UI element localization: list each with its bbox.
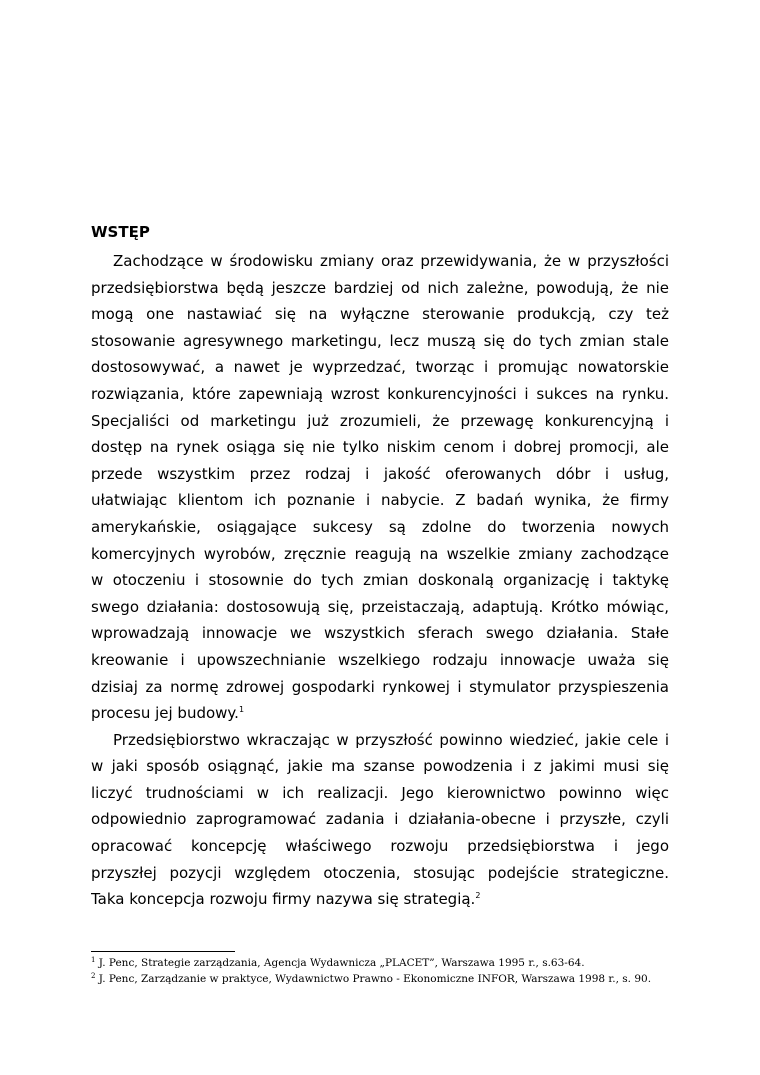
paragraph-line: przedsiębiorstwa będą jeszcze bardziej od nich zależne, powodują, że nie <box>91 278 669 297</box>
paragraph-line: przyszłej pozycji względem otoczenia, stosując podejście strategiczne. <box>91 863 669 882</box>
paragraph-line: przede wszystkim przez rodzaj i jakość oferowanych dóbr i usług, <box>91 464 669 483</box>
paragraph-line: dostęp na rynek osiąga się nie tylko niskim cenom i dobrej promocji, ale <box>91 438 669 457</box>
body-text <box>91 248 669 913</box>
paragraph-line: w otoczeniu i stosownie do tych zmian doskonalą organizację i taktykę <box>91 571 669 590</box>
paragraph-line: kreowanie i upowszechnianie wszelkiego rodzaju innowacje uważa się <box>91 650 669 669</box>
paragraph-line: Zachodzące w środowisku zmiany oraz przewidywania, że w przyszłości <box>113 252 669 270</box>
paragraph-line: amerykańskie, osiągające sukcesy są zdolne do tworzenia nowych <box>91 517 669 536</box>
footnote <box>91 971 691 987</box>
paragraph-line: komercyjnych wyrobów, zręcznie reagują na wszelkie zmiany zachodzące <box>91 544 669 563</box>
paragraph-line: Przedsiębiorstwo wkraczając w przyszłość powinno wiedzieć, jakie cele i <box>113 730 669 749</box>
paragraph-line: wprowadzają innowacje we wszystkich sferach swego działania. Stałe <box>91 624 669 643</box>
footnote-text: J. Penc, Strategie zarządzania, Agencja Wydawnicza „PLACET”, Warszawa 1995 r., s.63-64. <box>95 957 585 969</box>
footnote-separator <box>91 951 235 952</box>
paragraph-line: odpowiednio zaprogramować zadania i działania-obecne i przyszłe, czyli <box>91 810 669 829</box>
paragraph-line: w jaki sposób osiągnąć, jakie ma szanse powodzenia i z jakimi musi się <box>91 757 669 776</box>
paragraph-2 <box>91 727 669 913</box>
footnote-text: J. Penc, Zarządzanie w praktyce, Wydawnictwo Prawno - Ekonomiczne INFOR, Warszawa 1998 r., s. 90. <box>95 973 652 985</box>
paragraph-line: mogą one nastawiać się na wyłączne sterowanie produkcją, czy też <box>91 305 669 324</box>
section-heading: WSTĘP <box>91 223 150 241</box>
footnote-ref[interactable]: 2 <box>475 891 481 901</box>
paragraph-line: stosowanie agresywnego marketingu, lecz muszą się do tych zmian stale <box>91 331 669 350</box>
paragraph-line: Specjaliści od marketingu już zrozumieli, że przewagę konkurencyjną i <box>91 411 669 430</box>
paragraph-line: liczyć trudnościami w ich realizacji. Jego kierownictwo powinno więc <box>91 783 669 802</box>
footnotes <box>91 955 691 987</box>
paragraph-line-text: procesu jej budowy. <box>91 704 239 723</box>
paragraph-line: rozwiązania, które zapewniają wzrost konkurencyjności i sukces na rynku. <box>91 384 669 403</box>
paragraph-line-last <box>91 886 669 913</box>
paragraph-line: ułatwiając klientom ich poznanie i nabycie. Z badań wynika, że firmy <box>91 491 669 510</box>
paragraph-line-text: Taka koncepcja rozwoju firmy nazywa się strategią. <box>91 890 476 909</box>
footnote-ref[interactable]: 1 <box>238 705 245 715</box>
paragraph-line-last <box>91 700 669 727</box>
footnote <box>91 955 691 971</box>
paragraph-line: dostosowywać, a nawet je wyprzedzać, tworząc i promując nowatorskie <box>91 358 669 377</box>
paragraph-line: opracować koncepcję właściwego rozwoju przedsiębiorstwa i jego <box>91 837 669 856</box>
paragraph-line: swego działania: dostosowują się, przeistaczają, adaptują. Krótko mówiąc, <box>91 597 669 616</box>
footnote-mark: 2 <box>91 972 96 980</box>
paragraph-line: dzisiaj za normę zdrowej gospodarki rynkowej i stymulator przyspieszenia <box>91 677 669 696</box>
footnote-mark: 1 <box>91 956 96 964</box>
paragraph-1 <box>91 248 669 727</box>
